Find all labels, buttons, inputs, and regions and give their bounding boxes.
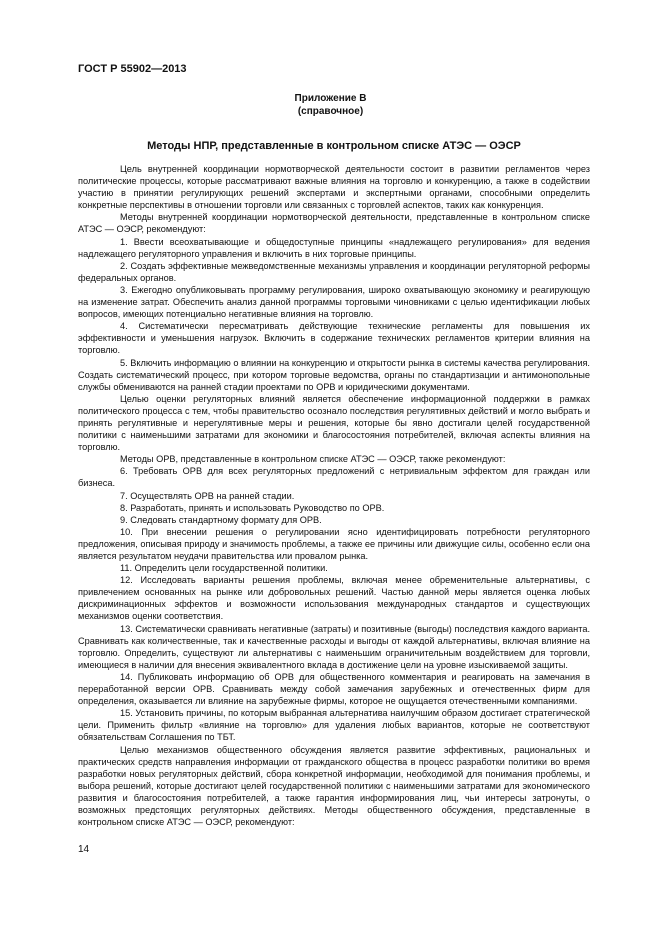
list-item: 1. Ввести всеохватывающие и общедоступные принципы «надлежащего регулирования» для ведения надлежащего регуляторного управления и включить в них торговые принципы. xyxy=(78,236,590,259)
list-item: 9. Следовать стандартному формату для ОРВ. xyxy=(120,514,322,525)
list-item: 7. Осуществлять ОРВ на ранней стадии. xyxy=(120,490,295,501)
list-item: 3. Ежегодно опубликовывать программу регулирования, широко охватывающую экономику и реагирующую на изменение затрат. Обеспечить анализ данной программы торговыми чиновниками с целью идентификации любых вопросов, имеющих потенциально негативные влияния на торговлю. xyxy=(78,284,590,320)
page-number: 14 xyxy=(78,844,90,855)
appendix-label: Приложение В xyxy=(294,93,367,104)
list-item: 4. Систематически пересматривать действующие технические регламенты для повышения их эффективности и уменьшения нагрузок. Включить в содержание технических регламентов критерии влияния на торговлю. xyxy=(78,321,590,356)
list-item: 5. Включить информацию о влиянии на конкуренцию и открытости рынка в системы качества регулирования. Создать систематический процесс, при котором торговые ведомства, органы по стандартизации и антимонопольные службы обмениваются на ранней стадии проектами по ОРВ и юридическими документами. xyxy=(78,357,590,392)
paragraph: Методы ОРВ, представленные в контрольном списке АТЭС — ОЭСР, также рекомендуют: xyxy=(120,454,506,465)
list-item: 10. При внесении решения о регулировании ясно идентифицировать потребности регуляторного предложения, описывая природу и значимость проблемы, а также ее причины или движущие силы, особенно если она является результатом неудачи правительства или провалом рынка. xyxy=(78,526,590,561)
body-text xyxy=(78,163,590,828)
paragraph: Методы внутренней координации нормотворческой деятельности, представленные в контрольном списке АТЭС — ОЭСР, рекомендуют: xyxy=(78,212,590,235)
list-item: 13. Систематически сравнивать негативные (затраты) и позитивные (выгоды) последствия каждого варианта. Сравнивать как количественные, так и качественные расходы и выгоды от каждой альтернативы, включая влияние на торговлю. Определить, существуют ли альтернативы с наименьшим ограничительным воздействием для торговли, имеющиеся в наличии для внесения эквивалентного вклада в достижение цели на уровне изыскиваемой защиты. xyxy=(78,623,590,670)
appendix-type: (справочное) xyxy=(297,106,364,117)
list-item: 15. Установить причины, по которым выбранная альтернатива наилучшим образом достигает стратегической цели. Применить фильтр «влияние на торговлю» для удаления любых вариантов, которые не соответствуют обязательствам Соглашения по ТБТ. xyxy=(78,708,590,743)
document-code: ГОСТ Р 55902—2013 xyxy=(78,63,187,75)
section-title: Методы НПР, представленные в контрольном списке АТЭС — ОЭСР xyxy=(147,140,521,152)
paragraph: Целью оценки регуляторных влияний является обеспечение информационной поддержки в рамках политического процесса с тем, чтобы правительство осознало последствия регулятивных действий и могло выбрать и принять регулятивные и нерегулятивные меры и решения, которые бы явно достигали целей государственной политики с наименьшими затратами для экономики и благосостояния потребителей, включая аспекты влияния на торговлю. xyxy=(78,393,590,453)
list-item: 2. Создать эффективные межведомственные механизмы управления и координации регуляторной реформы федеральных органов. xyxy=(78,260,590,283)
list-item: 12. Исследовать варианты решения проблемы, включая менее обременительные альтернативы, с привлечением основанных на рынке или добровольных решений. Частью данной меры является оценка любых дискриминационных эффектов и возможности использования международных стандартов и существующих механизмов оценки соответствия. xyxy=(78,575,590,622)
list-item: 6. Требовать ОРВ для всех регуляторных предложений с нетривиальным эффектом для граждан или бизнеса. xyxy=(78,466,590,489)
list-item: 14. Публиковать информацию об ОРВ для общественного комментария и реагировать на замечания в переработанной версии ОРВ. Сравнивать между собой замечания зарубежных и отечественных фирм для определения, оказывается ли влияние на зарубежные фирмы, которое не ощущается отечественными компаниями. xyxy=(78,671,590,707)
list-item: 8. Разработать, принять и использовать Руководство по ОРВ. xyxy=(120,502,385,513)
paragraph: Целью механизмов общественного обсуждения является развитие эффективных, рациональных и практических средств направления информации от гражданского общества в процесс разработки политики во время разработки новых регуляторных действий, сбора конкретной информации, необходимой для понимания проблемы, и выбора решений, которые достигают целей государственной политики с наименьшими затратами для экономического развития и благосостояния потребителей, а также гарантия информирования лиц, чьи интересы затронуты, о возможных предстоящих регуляторных действиях. Методы общественного обсуждения, представленные в контрольном списке АТЭС — ОЭСР, рекомендуют: xyxy=(78,744,590,828)
appendix-heading xyxy=(0,92,661,118)
paragraph: Цель внутренней координации нормотворческой деятельности состоит в развитии регламентов через политические процессы, которые рассматривают важные влияния на торговлю и конкуренцию, а также в содействии участию в принятии регулирующих решений экспертами и экспертными органами, способными определить конкретные перспективы в отношении торговли или связанных с торговлей аспектов, таких как конкуренция. xyxy=(78,164,590,211)
list-item: 11. Определить цели государственной политики. xyxy=(120,563,328,574)
